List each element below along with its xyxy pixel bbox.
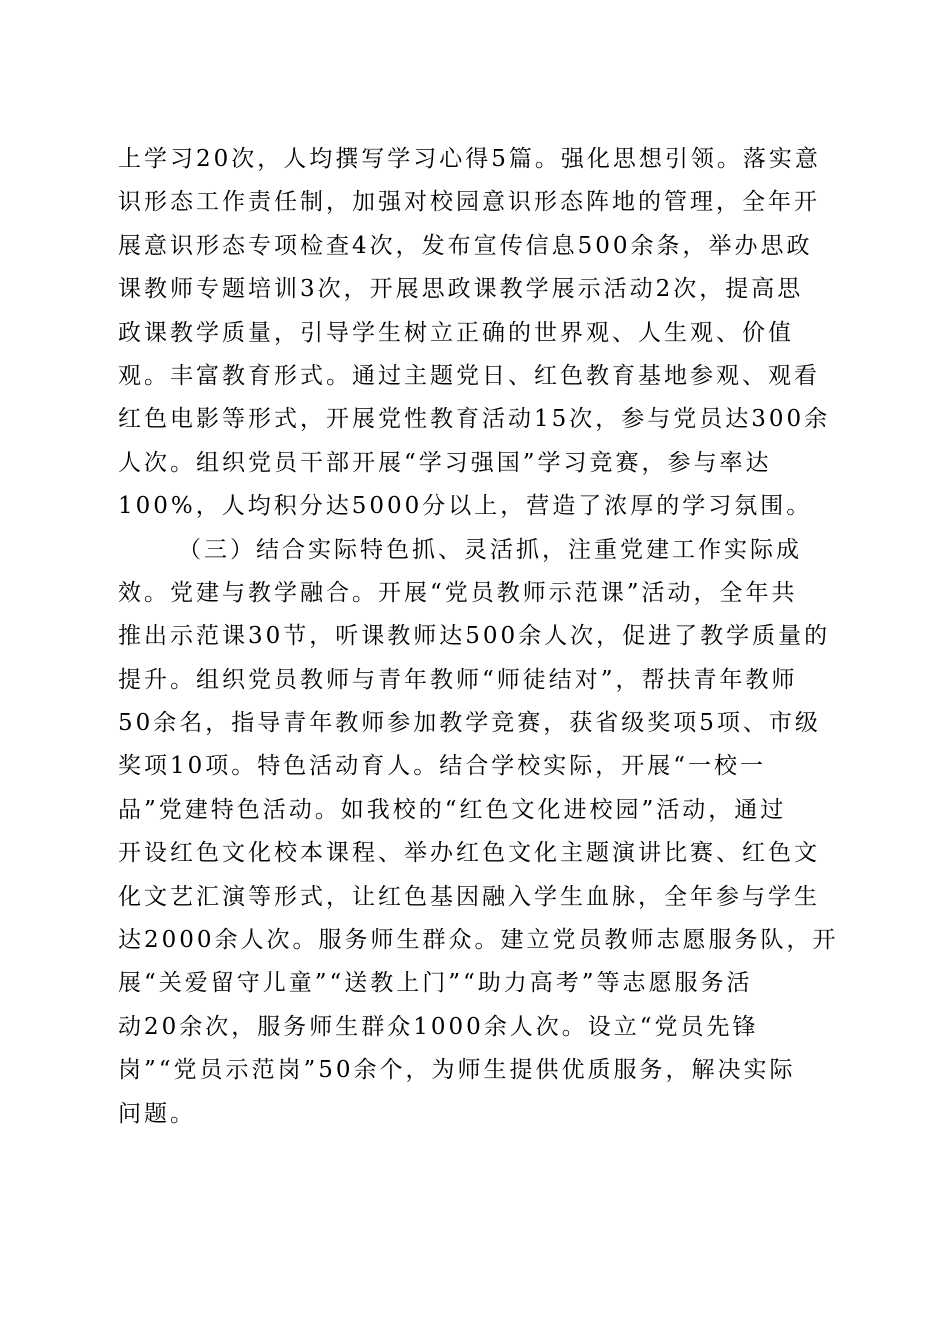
text-line: 奖项10项。特色活动育人。结合学校实际，开展“一校一 (118, 753, 767, 780)
text-line: 识形态工作责任制，加强对校园意识形态阵地的管理，全年开 (118, 189, 820, 216)
text-line: 展意识形态专项检查4次，发布宣传信息500余条，举办思政 (118, 232, 813, 259)
text-line: 化文艺汇演等形式，让红色基因融入学生血脉，全年参与学生 (118, 883, 820, 910)
text-line: 问题。 (118, 1100, 196, 1127)
text-line: 上学习20次，人均撰写学习心得5篇。强化思想引领。落实意 (118, 146, 821, 172)
text-line: 政课教学质量，引导学生树立正确的世界观、人生观、价值 (118, 319, 794, 346)
text-line: 动20余次，服务师生群众1000余人次。设立“党员先锋 (118, 1013, 759, 1040)
text-line: 效。党建与教学融合。开展“党员教师示范课”活动，全年共 (118, 579, 798, 606)
text-line: 岗”“党员示范岗”50余个，为师生提供优质服务，解决实际 (118, 1057, 796, 1084)
text-line: 观。丰富教育形式。通过主题党日、红色教育基地参观、观看 (118, 362, 820, 389)
text-line: 红色电影等形式，开展党性教育活动15次，参与党员达300余 (118, 406, 831, 433)
text-line: 展“关爱留守儿童”“送教上门”“助力高考”等志愿服务活 (118, 970, 753, 997)
section-heading-line: （三）结合实际特色抓、灵活抓，注重党建工作实际成 (178, 536, 802, 563)
text-line: 推出示范课30节，听课教师达500余人次，促进了教学质量的 (118, 623, 831, 650)
text-line: 开设红色文化校本课程、举办红色文化主题演讲比赛、红色文 (118, 840, 820, 867)
text-line: 提升。组织党员教师与青年教师“师徒结对”，帮扶青年教师 (118, 666, 798, 693)
body-text (118, 138, 839, 1136)
text-line: 达2000余人次。服务师生群众。建立党员教师志愿服务队，开 (118, 927, 839, 954)
text-line: 品”党建特色活动。如我校的“红色文化进校园”活动，通过 (118, 796, 787, 823)
text-line: 100%，人均积分达5000分以上，营造了浓厚的学习氛围。 (118, 493, 813, 520)
text-line: 课教师专题培训3次，开展思政课教学展示活动2次，提高思 (118, 276, 804, 303)
text-line: 人次。组织党员干部开展“学习强国”学习竞赛，参与率达 (118, 449, 772, 476)
text-line: 50余名，指导青年教师参加教学竞赛，获省级奖项5项、市级 (118, 710, 821, 737)
